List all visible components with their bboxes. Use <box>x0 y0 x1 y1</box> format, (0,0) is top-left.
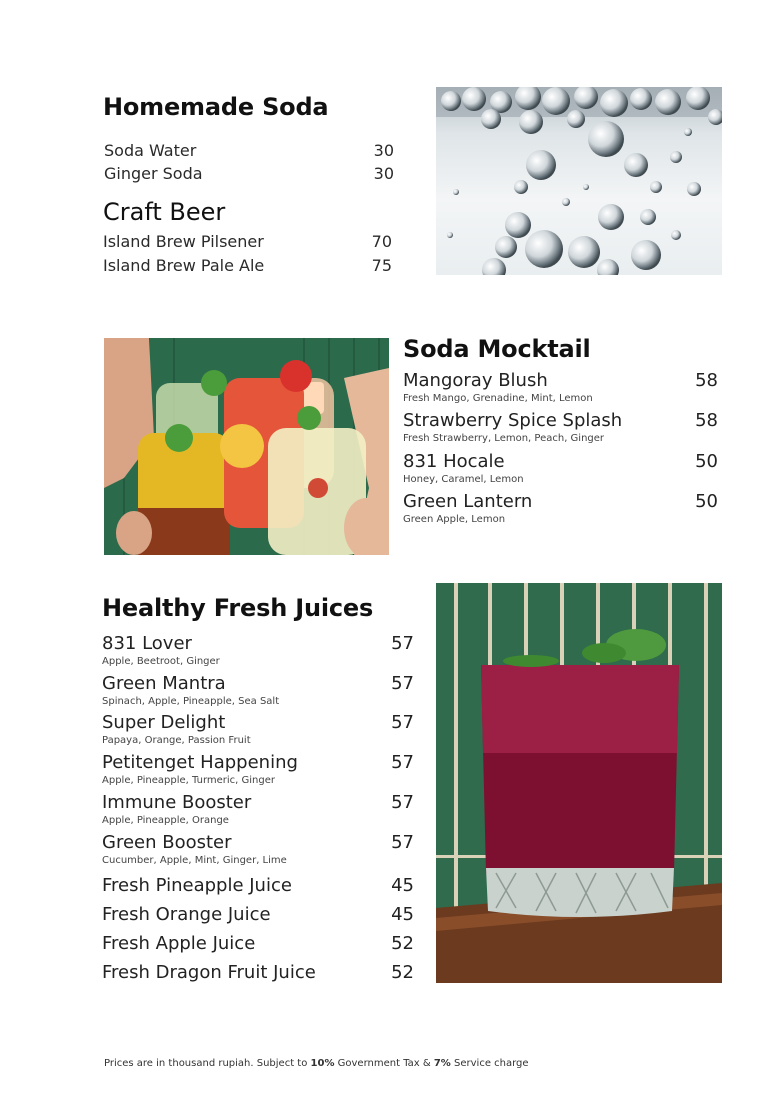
item-description: Apple, Pineapple, Turmeric, Ginger <box>102 775 275 786</box>
item-description: Green Apple, Lemon <box>403 514 506 525</box>
menu-item <box>102 933 414 957</box>
item-name: 831 Lover <box>102 633 192 654</box>
juice-glass-illustration <box>436 583 722 983</box>
menu-item <box>102 962 414 986</box>
menu-item <box>104 164 394 186</box>
item-name: Petitenget Happening <box>102 752 298 773</box>
bubbles-illustration <box>436 87 722 275</box>
item-name: Fresh Apple Juice <box>102 933 256 954</box>
menu-item <box>403 451 718 487</box>
item-price: 45 <box>391 875 414 896</box>
item-name: Ginger Soda <box>104 164 203 183</box>
item-price: 45 <box>391 904 414 925</box>
item-name: Strawberry Spice Splash <box>403 410 623 431</box>
mocktails-photo <box>104 338 389 555</box>
item-name: 831 Hocale <box>403 451 505 472</box>
menu-item <box>403 491 718 527</box>
item-price: 30 <box>373 141 394 160</box>
soda-bubbles-photo <box>436 87 722 275</box>
homemade-soda-title: Homemade Soda <box>103 93 329 121</box>
item-description: Fresh Mango, Grenadine, Mint, Lemon <box>403 393 593 404</box>
item-price: 52 <box>391 962 414 983</box>
item-price: 57 <box>391 712 414 733</box>
item-name: Island Brew Pilsener <box>103 232 264 251</box>
item-price: 57 <box>391 832 414 853</box>
menu-item <box>103 232 392 254</box>
footnote-text: Government Tax & <box>334 1058 434 1069</box>
menu-item <box>102 792 414 828</box>
item-name: Green Booster <box>102 832 232 853</box>
item-price: 57 <box>391 752 414 773</box>
menu-item <box>102 712 414 748</box>
price-footnote <box>104 1058 529 1069</box>
item-name: Mangoray Blush <box>403 370 548 391</box>
menu-item <box>103 256 392 278</box>
item-description: Apple, Pineapple, Orange <box>102 815 229 826</box>
item-description: Papaya, Orange, Passion Fruit <box>102 735 251 746</box>
beet-juice-photo <box>436 583 722 983</box>
item-description: Honey, Caramel, Lemon <box>403 474 524 485</box>
menu-item <box>102 875 414 899</box>
item-price: 30 <box>373 164 394 183</box>
item-name: Fresh Dragon Fruit Juice <box>102 962 316 983</box>
item-name: Fresh Pineapple Juice <box>102 875 292 896</box>
item-price: 50 <box>695 491 718 512</box>
menu-item <box>403 370 718 406</box>
footnote-text: Prices are in thousand rupiah. Subject to <box>104 1058 311 1069</box>
menu-item <box>403 410 718 446</box>
item-name: Immune Booster <box>102 792 252 813</box>
fresh-juices-title: Healthy Fresh Juices <box>102 594 374 622</box>
item-description: Apple, Beetroot, Ginger <box>102 656 220 667</box>
item-name: Green Mantra <box>102 673 226 694</box>
service-percent: 7% <box>433 1058 451 1069</box>
item-name: Soda Water <box>104 141 197 160</box>
item-name: Fresh Orange Juice <box>102 904 271 925</box>
craft-beer-title: Craft Beer <box>103 198 226 226</box>
item-name: Green Lantern <box>403 491 533 512</box>
tax-percent: 10% <box>310 1058 335 1069</box>
footnote-text: Service charge <box>450 1058 529 1069</box>
mocktail-glasses-illustration <box>104 338 389 555</box>
item-price: 50 <box>695 451 718 472</box>
menu-item <box>102 752 414 788</box>
item-description: Spinach, Apple, Pineapple, Sea Salt <box>102 696 280 707</box>
item-name: Island Brew Pale Ale <box>103 256 265 275</box>
item-name: Super Delight <box>102 712 226 733</box>
item-price: 57 <box>391 673 414 694</box>
item-description: Cucumber, Apple, Mint, Ginger, Lime <box>102 855 287 866</box>
item-price: 58 <box>695 370 718 391</box>
menu-item <box>102 673 414 709</box>
item-price: 57 <box>391 633 414 654</box>
item-price: 75 <box>371 256 392 275</box>
item-price: 58 <box>695 410 718 431</box>
menu-item <box>102 832 414 868</box>
item-price: 57 <box>391 792 414 813</box>
menu-item <box>102 904 414 928</box>
menu-item <box>102 633 414 669</box>
menu-item <box>104 141 394 163</box>
item-price: 52 <box>391 933 414 954</box>
item-price: 70 <box>371 232 392 251</box>
item-description: Fresh Strawberry, Lemon, Peach, Ginger <box>403 433 605 444</box>
soda-mocktail-title: Soda Mocktail <box>403 335 591 363</box>
